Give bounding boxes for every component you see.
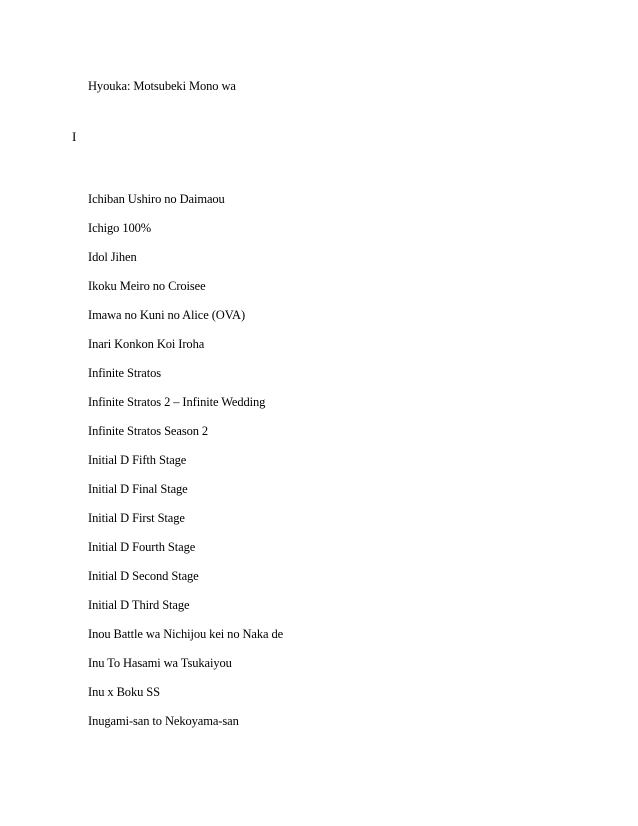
list-item: Infinite Stratos 2 – Infinite Wedding (88, 395, 266, 409)
list-item: Inu x Boku SS (88, 685, 160, 699)
list-item: Infinite Stratos (88, 366, 162, 380)
list-item: Imawa no Kuni no Alice (OVA) (88, 308, 246, 322)
list-item: Idol Jihen (88, 250, 137, 264)
list-item: Initial D Fifth Stage (88, 453, 187, 467)
list-item: Inou Battle wa Nichijou kei no Naka de (88, 627, 284, 641)
list-item: Inugami-san to Nekoyama-san (88, 714, 239, 728)
list-item: Initial D Final Stage (88, 482, 188, 496)
list-item: Inari Konkon Koi Iroha (88, 337, 205, 351)
section-letter-heading: I (72, 129, 77, 144)
list-item: Initial D Third Stage (88, 598, 190, 612)
list-item: Initial D First Stage (88, 511, 185, 525)
list-item: Ikoku Meiro no Croisee (88, 279, 206, 293)
list-item: Ichigo 100% (88, 221, 152, 235)
list-item: Initial D Fourth Stage (88, 540, 196, 554)
list-item: Initial D Second Stage (88, 569, 199, 583)
top-entry: Hyouka: Motsubeki Mono wa (88, 79, 236, 93)
list-item: Inu To Hasami wa Tsukaiyou (88, 656, 232, 670)
list-item: Infinite Stratos Season 2 (88, 424, 209, 438)
list-item: Ichiban Ushiro no Daimaou (88, 192, 225, 206)
